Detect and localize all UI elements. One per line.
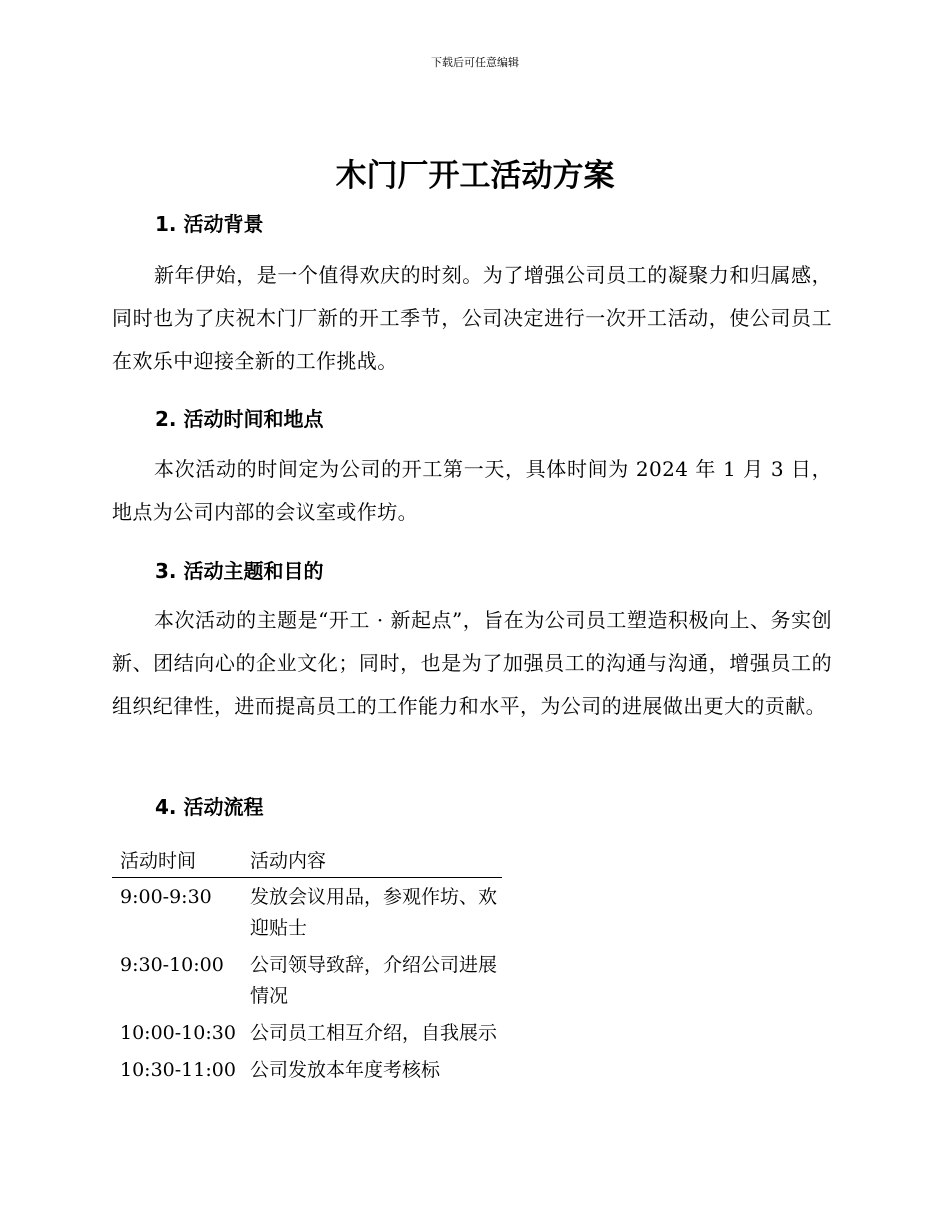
table-row [112,878,502,947]
schedule-header-row [112,840,502,878]
section-heading-time-place: 2. 活动时间和地点 [155,407,324,431]
table-row [112,1014,502,1051]
schedule-content-cell: 公司发放本年度考核标 [250,1059,441,1081]
schedule-time-cell: 10:30-11:00 [120,1059,236,1081]
schedule-header-content: 活动内容 [242,840,502,878]
schedule-time-cell: 9:30-10:00 [120,954,224,976]
table-row [112,1051,502,1088]
document-title: 木门厂开工活动方案 [335,158,615,194]
page-header-note: 下载后可任意编辑 [431,56,519,69]
section-heading-process: 4. 活动流程 [155,795,264,819]
schedule-time-cell: 10:00-10:30 [120,1022,236,1044]
schedule-header-time: 活动时间 [112,840,242,878]
schedule-time-cell: 9:00-9:30 [120,886,212,908]
table-row [112,946,502,1014]
section-body-background: 新年伊始，是一个值得欢庆的时刻。为了增强公司员工的凝聚力和归属感，同时也为了庆祝木门厂新的开工季节，公司决定进行一次开工活动，使公司员工在欢乐中迎接全新的工作挑战。 [112,263,832,373]
section-body-time-place: 本次活动的时间定为公司的开工第一天，具体时间为 2024 年 1 月 3 日，地点为公司内部的会议室或作坊。 [112,457,832,524]
section-body-theme-purpose: 本次活动的主题是“开工 · 新起点”，旨在为公司员工塑造积极向上、务实创新、团结向心的企业文化；同时，也是为了加强员工的沟通与沟通，增强员工的组织纪律性，进而提高员工的工作能力和水平，为公司的进展做出更大的贡献。 [112,608,832,718]
schedule-content-cell: 公司员工相互介绍，自我展示 [250,1022,498,1044]
section-heading-background: 1. 活动背景 [155,212,264,236]
schedule-content-cell: 发放会议用品，参观作坊、欢迎贴士 [250,886,498,939]
schedule-content-cell: 公司领导致辞，介绍公司进展情况 [250,954,498,1007]
section-heading-theme-purpose: 3. 活动主题和目的 [155,559,324,583]
schedule-table [112,840,502,1088]
